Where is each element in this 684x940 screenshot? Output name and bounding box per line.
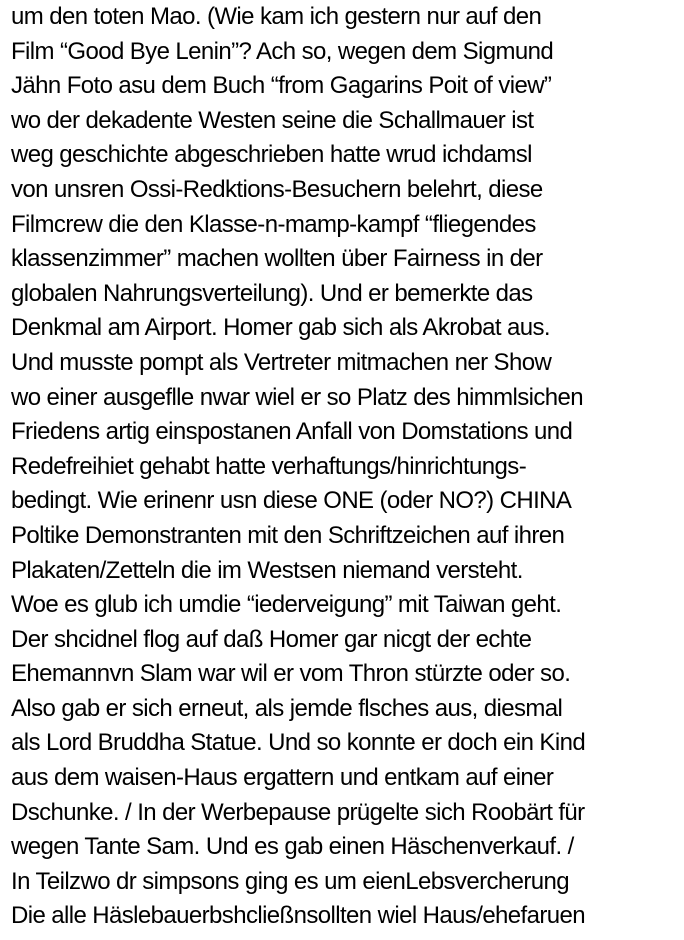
text-line: In Teilzwo dr simpsons ging es um eienLebsvercherung xyxy=(11,867,570,895)
text-line: von unsren Ossi-Redktions-Besuchern belehrt, diese xyxy=(11,175,543,203)
text-line: aus dem waisen-Haus ergattern und entkam auf einer xyxy=(11,764,554,792)
text-line: Die alle Häslebauerbshcließnsollten wiel Haus/ehefaruen xyxy=(11,902,586,930)
text-line: Jähn Foto asu dem Buch “from Gagarins Poit of view” xyxy=(11,72,552,100)
text-line: Dschunke. / In der Werbepause prügelte sich Roobärt für xyxy=(11,798,585,826)
text-line: Filmcrew die den Klasse-n-mamp-kampf “fliegendes xyxy=(11,210,536,238)
text-line: Poltike Demonstranten mit den Schriftzeichen auf ihren xyxy=(11,521,565,549)
text-line: globalen Nahrungsverteilung). Und er bemerkte das xyxy=(11,279,533,307)
text-line: wo einer ausgeflle nwar wiel er so Platz des himmlsichen xyxy=(11,383,584,411)
text-line: Friedens artig einspostanen Anfall von Domstations und xyxy=(11,418,573,446)
text-line: Der shcidnel flog auf daß Homer gar nicgt der echte xyxy=(11,625,532,653)
text-line: Plakaten/Zetteln die im Westsen niemand versteht. xyxy=(11,556,523,584)
text-line: als Lord Bruddha Statue. Und so konnte er doch ein Kind xyxy=(11,729,586,757)
text-line: Also gab er sich erneut, als jemde flsches aus, diesmal xyxy=(11,694,563,722)
text-line: klassenzimmer” machen wollten über Fairness in der xyxy=(11,245,543,273)
text-line: Woe es glub ich umdie “iederveigung” mit Taiwan geht. xyxy=(11,591,562,619)
text-line: weg geschichte abgeschrieben hatte wrud ichdamsl xyxy=(11,141,532,169)
text-line: wo der dekadente Westen seine die Schallmauer ist xyxy=(11,106,534,134)
body-text xyxy=(11,0,683,934)
text-line: wegen Tante Sam. Und es gab einen Häschenverkauf. / xyxy=(11,833,574,861)
text-line: bedingt. Wie erinenr usn diese ONE (oder NO?) CHINA xyxy=(11,487,572,515)
text-line: Film “Good Bye Lenin”? Ach so, wegen dem Sigmund xyxy=(11,37,554,65)
text-line: um den toten Mao. (Wie kam ich gestern nur auf den xyxy=(11,3,542,30)
text-line: Redefreihiet gehabt hatte verhaftungs/hinrichtungs- xyxy=(11,452,527,480)
text-line: Ehemannvn Slam war wil er vom Thron stürzte oder so. xyxy=(11,660,571,688)
text-line: Denkmal am Airport. Homer gab sich als Akrobat aus. xyxy=(11,314,550,342)
text-line: Und musste pompt als Vertreter mitmachen ner Show xyxy=(11,348,552,376)
